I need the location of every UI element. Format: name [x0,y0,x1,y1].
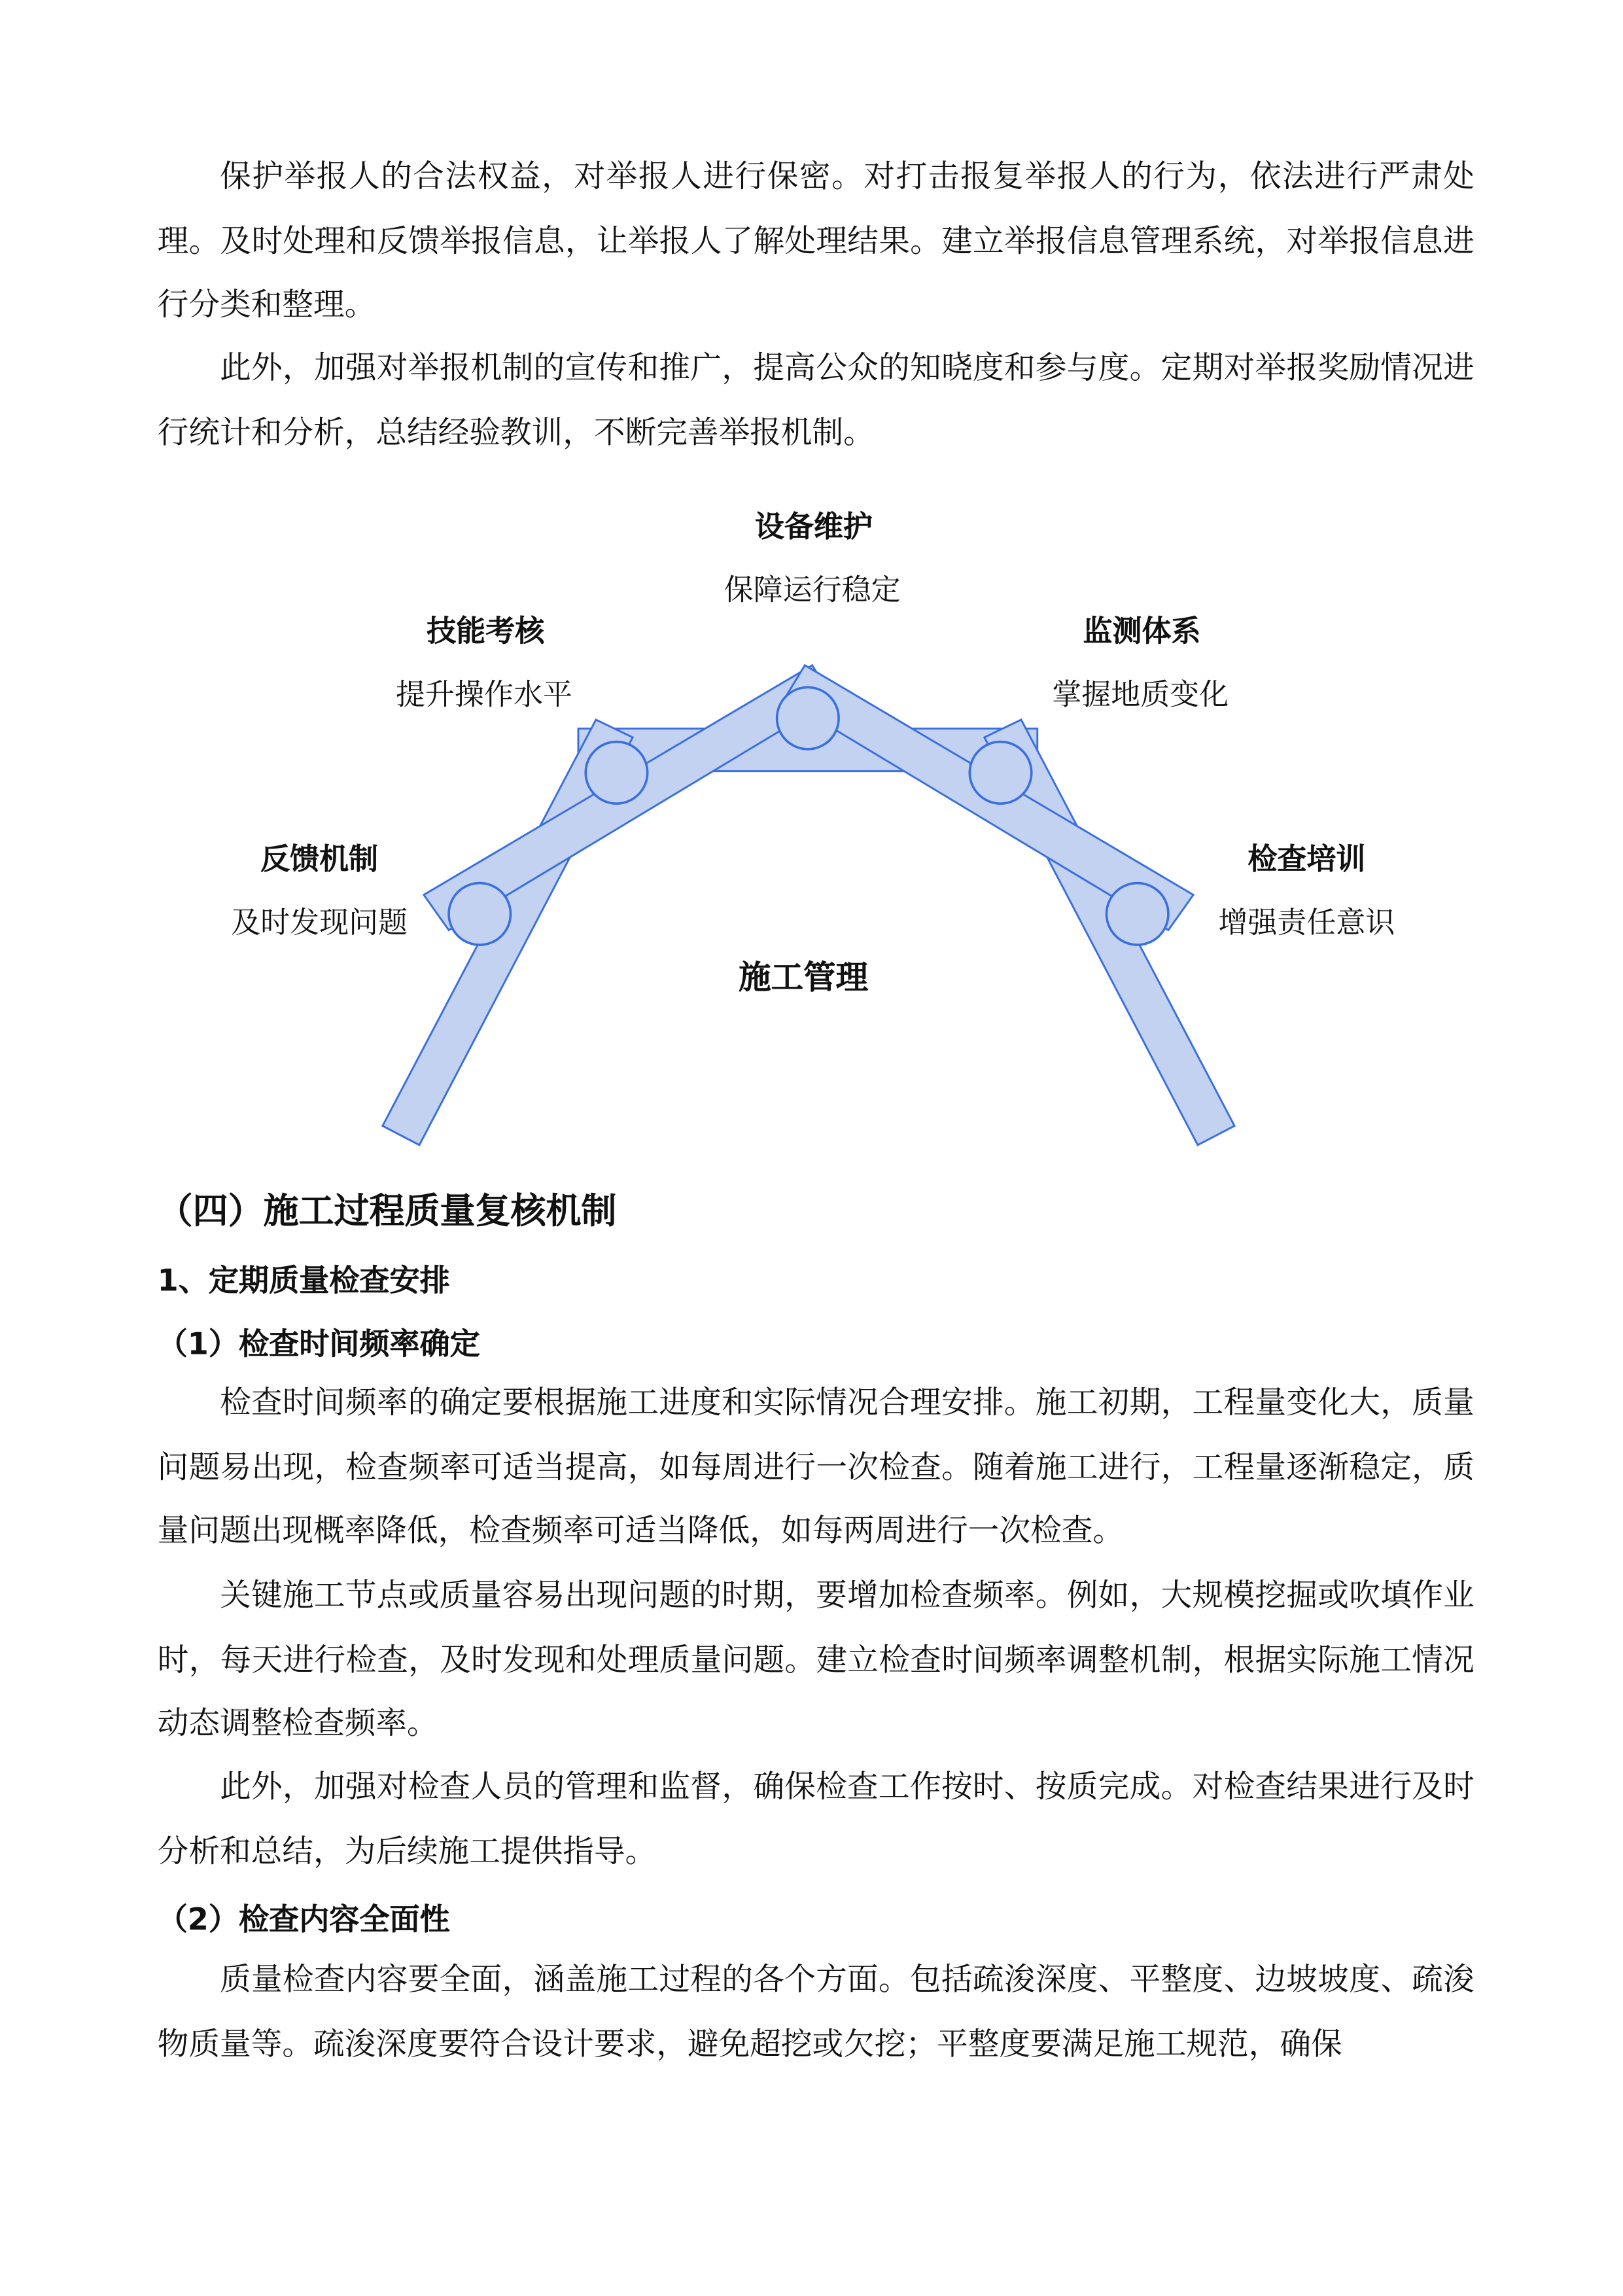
node-desc: 增强责任意识 [1218,904,1395,940]
subsection-heading: （1）检查时间频率确定 [157,1326,480,1362]
node-title: 监测体系 [1083,612,1201,648]
node-desc: 提升操作水平 [396,676,572,712]
joint-circle [585,742,647,804]
subsection-heading: （2）检查内容全面性 [157,1901,450,1937]
paragraph: 此外，加强对举报机制的宣传和推广，提高公众的知晓度和参与度。定期对举报奖励情况进行统计和分析，总结经验教训，不断完善举报机制。 [157,349,1475,450]
paragraph: 质量检查内容要全面，涵盖施工过程的各个方面。包括疏浚深度、平整度、边坡坡度、疏浚物质量等。疏浚深度要符合设计要求，避免超挖或欠挖；平整度要满足施工规范，确保 [157,1960,1475,2062]
node-desc: 保障运行稳定 [724,571,901,607]
node-desc: 掌握地质变化 [1052,676,1229,712]
node-title: 反馈机制 [260,841,379,877]
paragraph: 关键施工节点或质量容易出现问题的时期，要增加检查频率。例如，大规模挖掘或吹填作业时，每天进行检查，及时发现和处理质量问题。建立检查时间频率调整机制，根据实际施工情况动态调整检查频率。 [157,1576,1475,1742]
node-desc: 及时发现问题 [231,904,408,940]
paragraph: 检查时间频率的确定要根据施工进度和实际情况合理安排。施工初期，工程量变化大，质量问题易出现，检查频率可适当提高，如每周进行一次检查。随着施工进行，工程量逐渐稳定，质量问题出现概率降低，检查频率可适当降低，如每两周进行一次检查。 [157,1383,1475,1549]
joint-circle [969,742,1031,804]
node-title: 设备维护 [754,508,873,544]
subsection-heading: 1、定期质量检查安排 [157,1262,450,1298]
node-title: 检查培训 [1248,841,1366,877]
node-title: 技能考核 [427,612,545,648]
joint-circle [1106,883,1168,945]
paragraph: 此外，加强对检查人员的管理和监督，确保检查工作按时、按质完成。对检查结果进行及时分析和总结，为后续施工提供指导。 [157,1767,1475,1869]
joint-circle [777,687,839,749]
paragraph: 保护举报人的合法权益，对举报人进行保密。对打击报复举报人的行为，依法进行严肃处理。及时处理和反馈举报信息，让举报人了解处理结果。建立举报信息管理系统，对举报信息进行分类和整理。 [157,157,1475,323]
section-heading: （四）施工过程质量复核机制 [157,1190,617,1232]
joint-circle [449,883,510,945]
diagram-center-label: 施工管理 [739,960,869,997]
